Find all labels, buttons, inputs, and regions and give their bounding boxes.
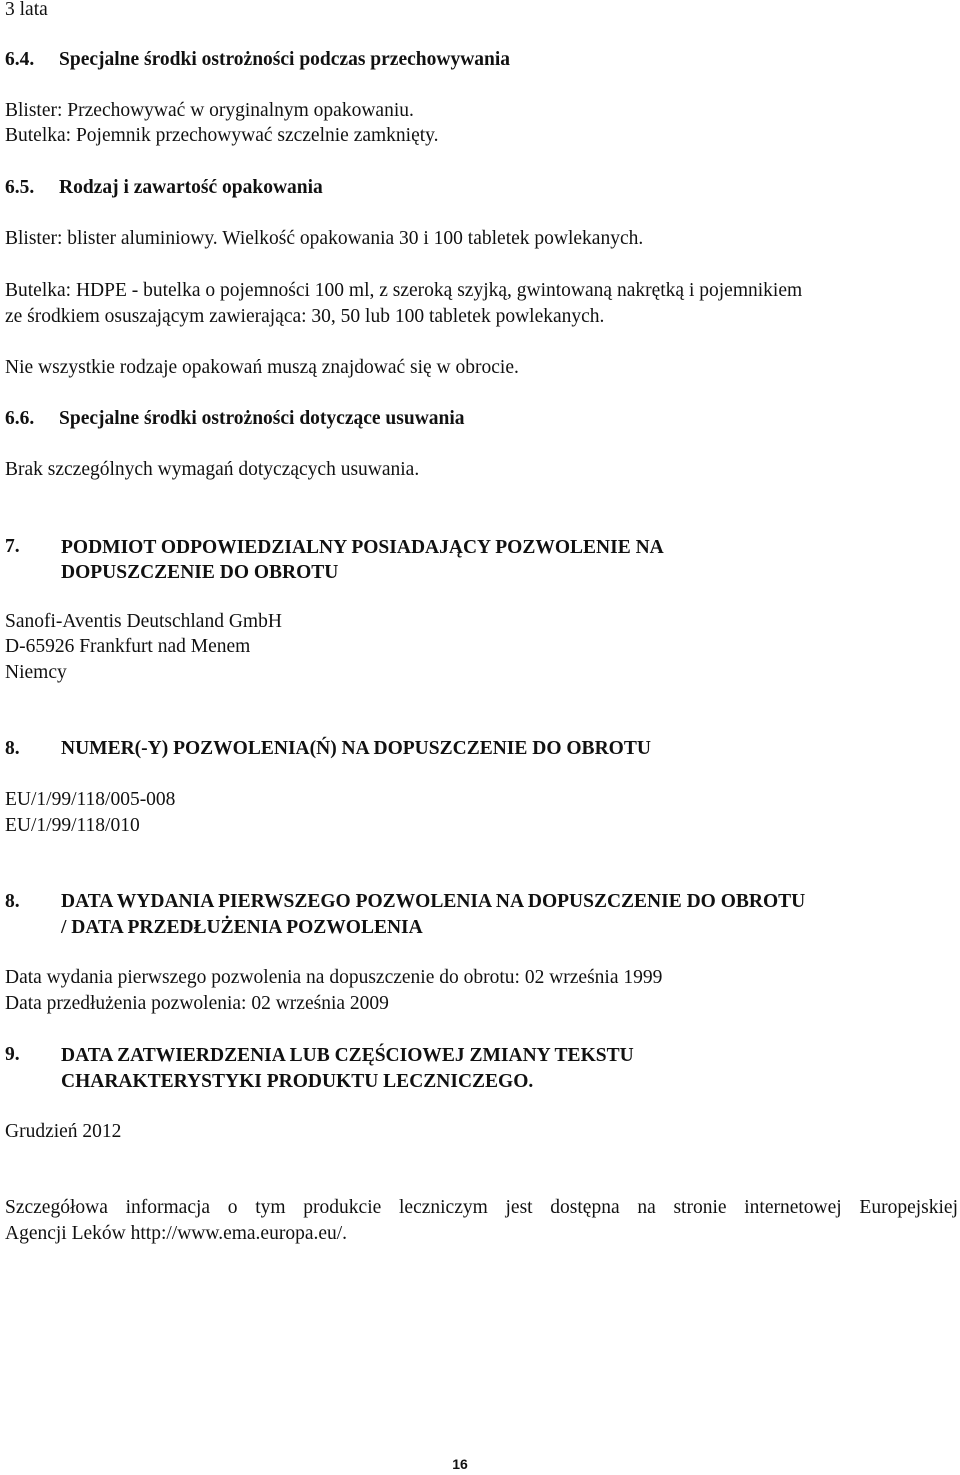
section-9-title-line-2: CHARAKTERYSTYKI PRODUKTU LECZNICZEGO. [61,1071,534,1092]
holder-country: Niemcy [5,662,67,683]
section-8b-title-line-1: DATA WYDANIA PIERWSZEGO POZWOLENIA NA DOPUSZCZENIE DO OBROTU [61,891,806,912]
storage-blister-line: Blister: Przechowywać w oryginalnym opakowaniu. [5,100,414,121]
section-8-title: NUMER(-Y) POZWOLENIA(Ń) NA DOPUSZCZENIE DO OBROTU [61,738,651,759]
section-title: Specjalne środki ostrożności podczas przechowywania [59,49,511,70]
ema-info-line-2: Agencji Leków http://www.ema.europa.eu/. [5,1223,348,1244]
section-6-5-heading [5,176,323,200]
section-6-6-heading [5,407,465,431]
section-6-4-heading [5,48,510,72]
renewal-date: Data przedłużenia pozwolenia: 02 września 2009 [5,993,389,1014]
section-7-title-line-2: DOPUSZCZENIE DO OBROTU [61,562,339,583]
disposal-text: Brak szczególnych wymagań dotyczących usuwania. [5,459,420,480]
storage-bottle-line: Butelka: Pojemnik przechowywać szczelnie zamknięty. [5,125,439,146]
pack-bottle-line-2: ze środkiem osuszającym zawierająca: 30, 50 lub 100 tabletek powlekanych. [5,306,605,327]
pack-note: Nie wszystkie rodzaje opakowań muszą znajdować się w obrocie. [5,357,519,378]
ema-info-text-1: Szczegółowa informacja o tym produkcie leczniczym jest dostępna na stronie internetowej Europejskiej [5,1197,958,1218]
first-authorisation-date: Data wydania pierwszego pozwolenia na dopuszczenie do obrotu: 02 września 1999 [5,967,663,988]
pack-blister-line: Blister: blister aluminiowy. Wielkość opakowania 30 i 100 tabletek powlekanych. [5,228,644,249]
section-number: 6.5. [5,177,35,198]
authorisation-number-2: EU/1/99/118/010 [5,815,140,836]
holder-name: Sanofi-Aventis Deutschland GmbH [5,611,282,632]
authorisation-number-1: EU/1/99/118/005-008 [5,789,176,810]
ema-info-line-1 [5,1196,958,1220]
section-7-number: 7. [5,536,20,557]
section-number: 6.6. [5,408,35,429]
section-title: Rodzaj i zawartość opakowania [59,177,323,198]
section-9-number: 9. [5,1044,20,1065]
section-title: Specjalne środki ostrożności dotyczące usuwania [59,408,465,429]
section-9-title-line-1: DATA ZATWIERDZENIA LUB CZĘŚCIOWEJ ZMIANY TEKSTU [61,1045,634,1066]
section-8b-title-line-2: / DATA PRZEDŁUŻENIA POZWOLENIA [61,917,423,938]
page-number: 16 [452,1456,468,1472]
revision-date: Grudzień 2012 [5,1121,122,1142]
pack-bottle-line-1: Butelka: HDPE - butelka o pojemności 100 ml, z szeroką szyjką, gwintowaną nakrętką i pojemnikiem [5,280,803,301]
top-fragment: 3 lata [5,0,48,20]
section-7-title-line-1: PODMIOT ODPOWIEDZIALNY POSIADAJĄCY POZWOLENIE NA [61,537,664,558]
holder-address: D-65926 Frankfurt nad Menem [5,636,251,657]
section-number: 6.4. [5,49,35,70]
section-8b-number: 8. [5,891,20,912]
section-8-number: 8. [5,738,20,759]
